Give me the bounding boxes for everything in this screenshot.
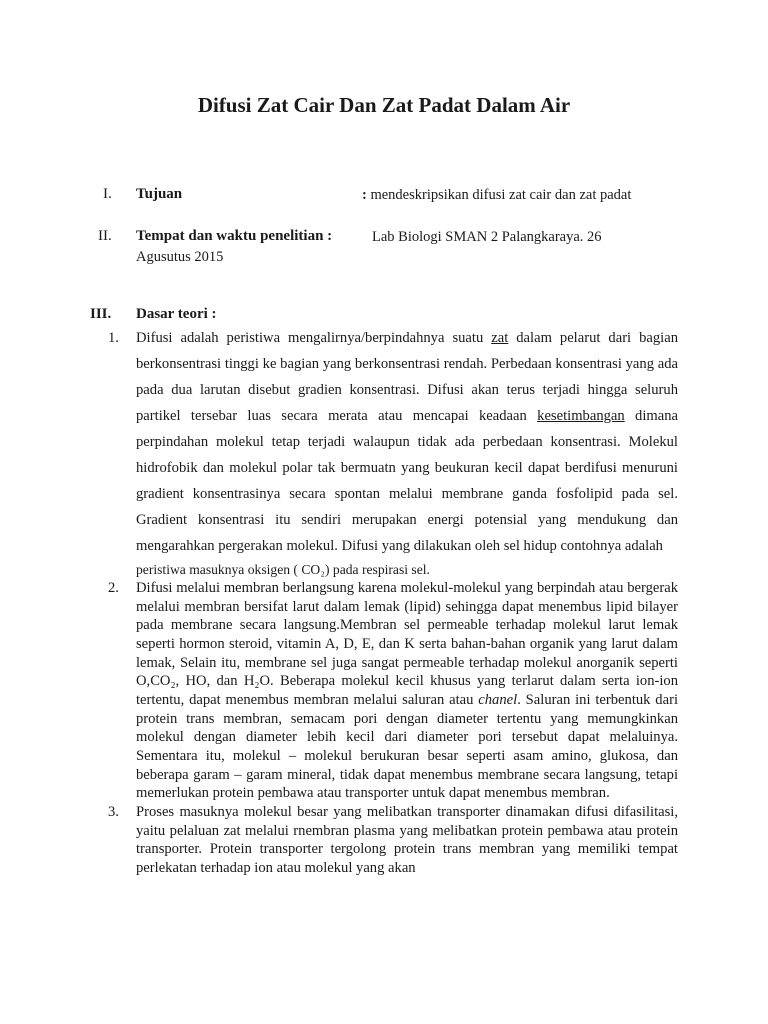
- list-item-number: 3.: [108, 803, 119, 820]
- document-title: Difusi Zat Cair Dan Zat Padat Dalam Air: [197, 93, 571, 117]
- section-number-1: I.: [103, 186, 112, 202]
- section-text-tempat-line1: Lab Biologi SMAN 2 Palangkaraya. 26: [372, 229, 602, 245]
- section-label-dasar-teori: Dasar teori :: [136, 306, 217, 322]
- section-text-tujuan: [362, 187, 631, 204]
- section-label-tempat: Tempat dan waktu penelitian :: [136, 228, 333, 244]
- list-item-number: 1.: [108, 330, 119, 346]
- list-item-number: 2.: [108, 580, 119, 596]
- section-label-tujuan: Tujuan: [136, 186, 183, 202]
- list-item: 3. Proses masuknya molekul besar yang melibatkan transporter dinamakan difusi difasilitasi, yaitu pelaluan zat melalui rnembran plasma yang melibatkan protein pembawa atau protein transporter. Protein transporter tergolong protein trans membran yang memiliki tempat perlekatan terhadap ion atau molekul yang akan: [108, 803, 678, 876]
- dasar-teori-list: [108, 325, 678, 878]
- section-text-tempat-line2: Agusutus 2015: [136, 249, 224, 265]
- tujuan-text: mendeskripsikan difusi zat cair dan zat padat: [366, 187, 632, 203]
- section-number-3: III.: [90, 306, 112, 322]
- link-zat: zat: [491, 330, 509, 346]
- section-colon: :: [362, 187, 367, 203]
- link-kesetimbangan: kesetimbangan: [537, 408, 625, 424]
- section-number-2: II.: [98, 228, 112, 244]
- list-item: 2. Difusi melalui membran berlangsung karena molekul-molekul yang berpindah atau bergerak melalui membran bersifat larut dalam lemak (lipid) sehingga dapat menembus lipid bilayer pada membrane secara langsung.Membran sel permeable terhadap molekul larut lemak seperti hormon steroid, vitamin A, D, E, dan K serta bahan-bahan organik yang larut dalam lemak, Selain itu, membrane sel juga sangat permeable terhadap molekul anorganik seperti O,CO₂, HO, dan H₂O. Beberapa molekul kecil khusus yang terlarut dalam serta ion-ion tertentu, dapat menembus membran melalui saluran atau chanel. Saluran ini terbentuk dari protein trans membran, semacam pori dengan diameter tertentu yang memungkinkan molekul dengan diameter lebih kecil dari diameter pori tersebut dapat melaluinya. Sementara itu, molekul – molekul berukuran besar seperti asam amino, glukosa, dan beberapa garam – garam mineral, tidak dapat menembus membrane secara langsung, tetapi memerlukan protein pembawa atau transporter untuk dapat menembus membran.: [108, 580, 678, 802]
- italic-chanel: chanel: [478, 691, 518, 708]
- list-item: 1. Difusi adalah peristiwa mengalirnya/berpindahnya suatu zat dalam pelarut dari bagian berkonsentrasi tinggi ke bagian yang berkonsentrasi rendah. Perbedaan konsentrasi yang ada pada dua larutan disebut gradien konsentrasi. Difusi akan terus terjadi hingga seluruh partikel tersebar luas secara merata atau mencapai keadaan kesetimbangan dimana perpindahan molekul tetap terjadi walaupun tidak ada perbedaan konsentrasi. Molekul hidrofobik dan molekul polar tak bermuatn yang beukuran kecil dapat berdifusi menuruni gradient konsentrasinya secara spontan melalui membrane ganda fosfolipid pada sel. Gradient konsentrasi itu sendiri merupakan energi potensial yang mendukung dan mengarahkan pergerakan molekul. Difusi yang dilakukan oleh sel hidup contohnya adalah peristiwa masuknya oksigen ( CO₂) pada respirasi sel.: [108, 325, 678, 579]
